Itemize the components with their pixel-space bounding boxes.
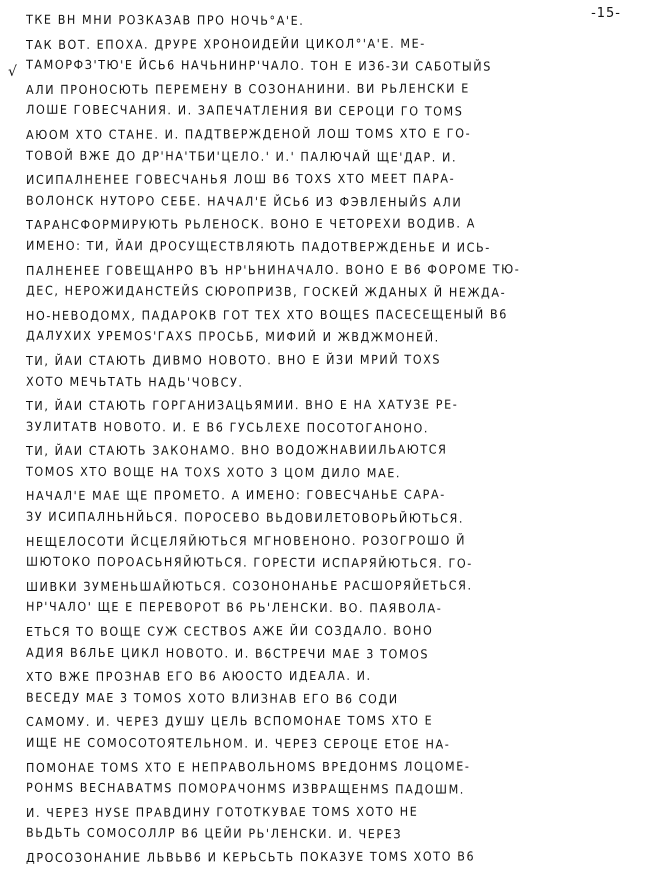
- margin-check-mark: √: [8, 64, 17, 80]
- handwritten-text-block: [26, 10, 626, 869]
- text-line: АЮОМ ХТО СТАНЕ. И. ПАДТВЕРЖДЕНОЙ ЛОШ ТОМS ХТО Е ГО-: [25, 125, 472, 143]
- text-line: ТИ, ЙАИ СТАЮТЬ ДИВМО НОВОТО. ВНО Е ЙЗИ МРИЙ ТОХS: [25, 351, 442, 368]
- text-line: ТАК ВОТ. ЕПОХА. ДРУРЕ ХРОНОИДЕЙИ ЦИКОЛ°'А'Е. МЕ-: [25, 35, 426, 52]
- text-line: ТАМОРФЗ'ТЮ'Е ЙСЬ6 НАЧЬНИНР'ЧАЛО. ТОН Е ИЗ6-ЗИ САБОТЫЙS: [25, 56, 492, 74]
- text-line: ТИ, ЙАИ СТАЮТЬ ГОРГАНИЗАЦЬЯМИИ. ВНО Е НА ХАТУЗЕ РЕ-: [25, 396, 459, 414]
- text-line: ИМЕНО: ТИ, ЙАИ ДРОСУЩЕСТВЛЯЮТЬ ПАДОТВЕРЖДЕНЬЕ И ИСЬ-: [25, 237, 491, 255]
- text-line: ТКЕ ВН МНИ РОЗКАЗАВ ПРО НОЧЬ°А'Е.: [25, 11, 305, 28]
- text-line: НЕЩЕЛОСОТИ ЙСЦЕЛЯЙЮТЬСЯ МГНОВЕНОНО. РОЗОГРОШО Й: [25, 532, 467, 549]
- text-line: ЛОШЕ ГОВЕСЧАНИЯ. И. ЗАПЕЧАТЛЕНИЯ ВИ СЕРОЦИ ГО ТОМS: [25, 102, 464, 119]
- text-line: И. ЧЕРЕЗ НУSЕ ПРАВДИНУ ГОТОТКУВАЕ ТОМS ХОТО НЕ: [25, 803, 419, 820]
- text-line: НАЧАЛ'Е МАЕ ЩЕ ПРОМЕТО. А ИМЕНО: ГОВЕСЧАНЬЕ САРА-: [25, 487, 446, 504]
- text-line: ПОМОНАЕ ТОМS ХТО Е НЕПРАВОЛЬНОМS ВРЕДОНМS ЛОЦОМЕ-: [25, 758, 471, 775]
- page-number: -15-: [591, 6, 621, 21]
- text-line: ТОВОЙ ВЖЕ ДО ДР'НА'ТБИ'ЦЕЛО.' И.' ПАЛЮЧАЙ ЩЕ'ДАР. И.: [25, 147, 458, 165]
- text-line: ИЩЕ НЕ СОМОСОТОЯТЕЛЬНОМ. И. ЧЕРЕЗ СЕРОЦЕ ЕТОЕ НА-: [25, 734, 451, 752]
- text-line: ШЮТОКО ПОРОАСЬНЯЙЮТЬСЯ. ГОРЕСТИ ИСПАРЯЙЮТЬСЯ. ГО-: [25, 553, 473, 571]
- text-line: ЗУ ИСИПАЛНЬНЙЬСЯ. ПОРОСЕВО ВЬДОВИЛЕТОВОРЬЙЮТЬСЯ.: [25, 508, 465, 526]
- text-line: ИСИПАЛНЕНЕЕ ГОВЕСЧАНЬЯ ЛОШ В6 ТОХS ХТО МЕЕТ ПАРА-: [25, 170, 456, 188]
- text-line: ВЬДЬТЬ СОМОСОЛЛР В6 ЦЕЙИ РЬ'ЛЕНСКИ. И. ЧЕРЕЗ: [25, 825, 403, 842]
- text-line: ДРОСОЗОНАНИЕ ЛЬВЬВ6 И КЕРЬСЬТЬ ПОКАЗУЕ ТОМS ХОТО В6: [25, 848, 476, 866]
- text-line: АЛИ ПРОНОСЮТЬ ПЕРЕМЕНУ В СОЗОНАНИНИ. ВИ РЬЛЕНСКИ Е: [25, 80, 470, 97]
- text-line: САМОМУ. И. ЧЕРЕЗ ДУШУ ЦЕЛЬ ВСПОМОНАЕ ТОМS ХТО Е: [25, 713, 434, 730]
- text-line: ХТО ВЖЕ ПРОЗНАВ ЕГО В6 АЮОСТО ИДЕАЛА. И.: [25, 668, 372, 685]
- text-line: АДИЯ В6ЛЬЕ ЦИКЛ НОВОТО. И. В6СТРЕЧИ МАЕ 3 ТОМОS: [25, 644, 430, 662]
- text-line: ВЕСЕДУ МАЕ 3 ТОМОS ХОТО ВЛИЗНАВ ЕГО В6 СОДИ: [25, 689, 399, 707]
- text-line: РОНМS ВЕСНАВАТМS ПОМОРАЧОНМS ИЗВРАЩЕНМS ПАДОШМ.: [25, 779, 466, 797]
- text-line: НО-НЕВОДОМХ, ПАДАРОКВ ГОТ ТЕХ ХТО ВОЩЕS ПАСЕСЕЩЕНЫЙ В6: [25, 306, 508, 323]
- text-line: НР'ЧАЛО' ЩЕ Е ПЕРЕВОРОТ В6 РЬ'ЛЕНСКИ. ВО. ПАЯВОЛА-: [25, 599, 443, 616]
- text-line: ТОМОS ХТО ВОЩЕ НА ТОХS ХОТО 3 ЦОМ ДИЛО МАЕ.: [25, 463, 402, 481]
- text-line: ШИВКИ ЗУМЕНЬШАЙЮТЬСЯ. СОЗОНОНАНЬЕ РАСШОРЯЙЕТЬСЯ.: [25, 577, 473, 594]
- text-line: ХОТО МЕЧЬТАТЬ НАДЬ'ЧОВСУ.: [25, 373, 244, 390]
- text-line: ДЕС, НЕРОЖИДАНСТЕЙS СЮРОПРИЗВ, ГОСКЕЙ ЖДАНЫХ Й НЕЖДА-: [25, 282, 507, 300]
- text-line: ТИ, ЙАИ СТАЮТЬ ЗАКОНАМО. ВНО ВОДОЖНАВИИЛЬАЮТСЯ: [25, 441, 448, 459]
- text-line: ТАРАНСФОРМИРУЮТЬ РЬЛЕНОСК. ВОНО Е ЧЕТОРЕХИ ВОДИВ. А: [25, 215, 476, 233]
- text-line: ПАЛНЕНЕЕ ГОВЕЩАНРО ВЪ НР'ЬНИНАЧАЛО. ВОНО Е В6 ФОРОМЕ ТЮ-: [25, 260, 521, 278]
- text-line: ЗУЛИТАТВ НОВОТО. И. Е В6 ГУСЬЛЕХЕ ПОСОТОГАНОНО.: [25, 418, 430, 436]
- text-line: ДАЛУХИХ УРЕМОS'ГАХS ПРОСЬБ, МИФИЙ И ЖВДЖМОНЕЙ.: [25, 328, 440, 345]
- text-line: ЕТЬСЯ ТО ВОЩЕ СУЖ СЕСТВОS АЖЕ ЙИ СОЗДАЛО. ВОНО: [25, 622, 434, 640]
- text-line: ВОЛОНСК НУТОРО СЕБЕ. НАЧАЛ'Е ЙСЬ6 ИЗ ФЭВЛЕНЫЙS АЛИ: [25, 192, 463, 210]
